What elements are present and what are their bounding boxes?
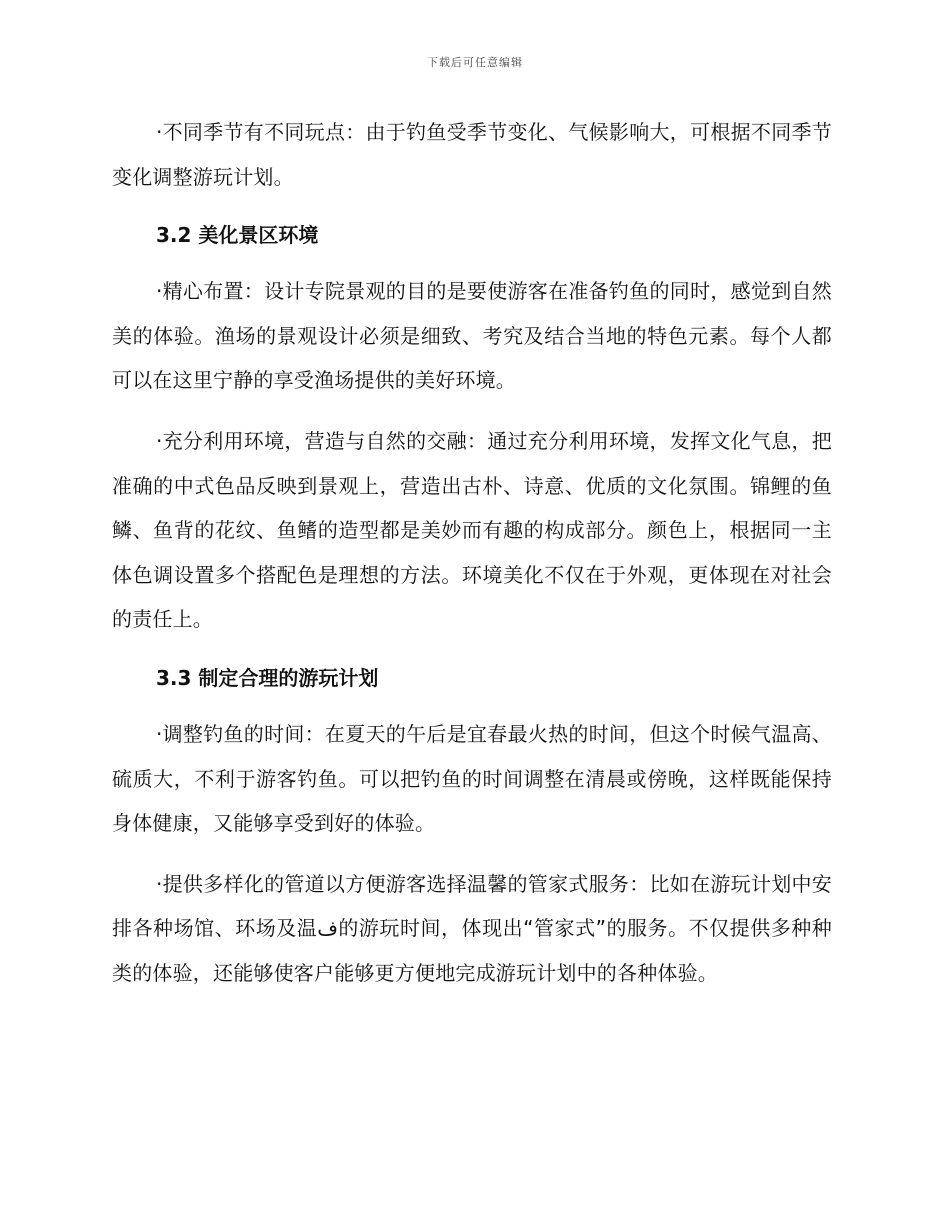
page-header: 下载后可任意编辑	[427, 56, 523, 69]
section-heading-3-3: 3.3 制定合理的游玩计划	[156, 665, 379, 690]
section-heading-3-2: 3.2 美化景区环境	[156, 223, 319, 248]
paragraph-seasonal-play: ·不同季节有不同玩点：由于钓鱼受季节变化、气候影响大，可根据不同季节变化调整游玩计划。	[112, 120, 832, 189]
paragraph-careful-layout: ·精心布置：设计专院景观的目的是要使游客在准备钓鱼的同时，感觉到自然美的体验。渔场的景观设计必须是细致、考究及结合当地的特色元素。每个人都可以在这里宁静的享受渔场提供的美好环境。	[112, 279, 832, 393]
document-body	[112, 110, 832, 1012]
paragraph-use-environment: ·充分利用环境，营造与自然的交融：通过充分利用环境，发挥文化气息，把准确的中式色品反映到景观上，营造出古朴、诗意、优质的文化氛围。锦鲤的鱼鳞、鱼背的花纹、鱼鳍的造型都是美妙而有趣的构成部分。颜色上，根据同一主体色调设置多个搭配色是理想的方法。环境美化不仅在于外观，更体现在对社会的责任上。	[112, 428, 832, 632]
paragraph-adjust-fishing-time: ·调整钓鱼的时间：在夏天的午后是宜春最火热的时间，但这个时候气温高、硫质大，不利于游客钓鱼。可以把钓鱼的时间调整在清晨或傍晚，这样既能保持身体健康，又能够享受到好的体验。	[112, 721, 832, 836]
paragraph-butler-service: ·提供多样化的管道以方便游客选择温馨的管家式服务：比如在游玩计划中安排各种场馆、环场及温ف的游玩时间，体现出“管家式”的服务。不仅提供多种种类的体验，还能够使客户能够更方便地完成游玩计划中的各种体验。	[112, 871, 832, 985]
